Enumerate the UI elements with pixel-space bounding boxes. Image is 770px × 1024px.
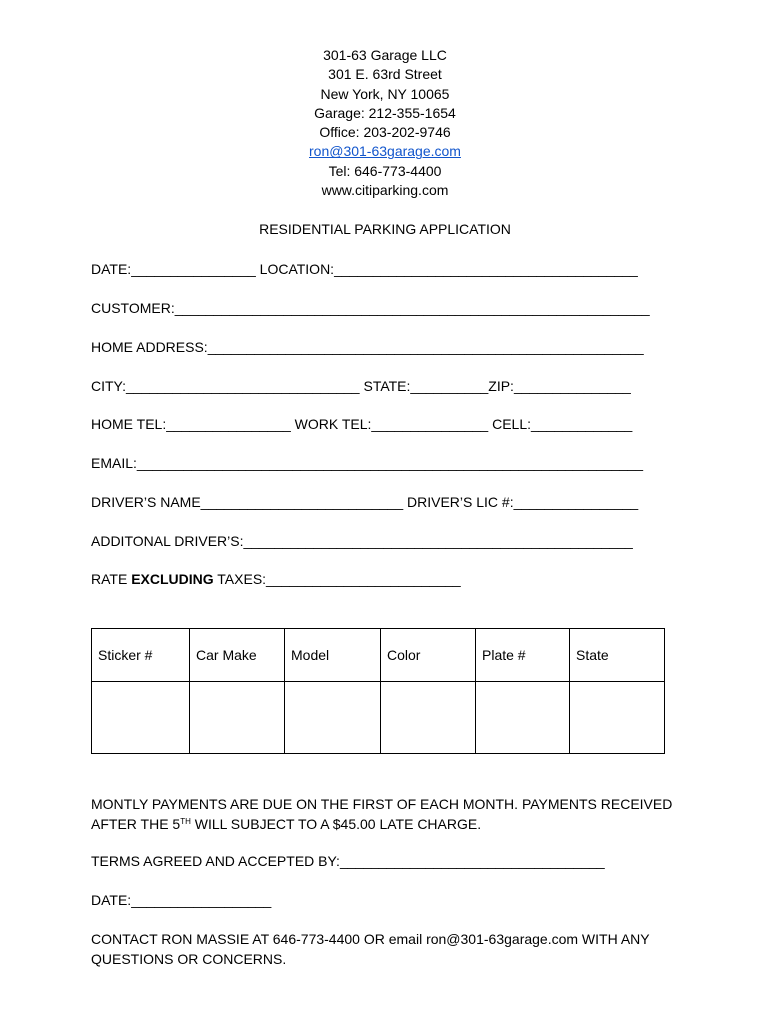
contact-line-1: CONTACT RON MASSIE AT 646-773-4400 OR email ron@301-63garage.com WITH ANY — [91, 931, 650, 947]
contact-notice — [91, 929, 691, 969]
contact-line-2: QUESTIONS OR CONCERNS. — [91, 951, 287, 967]
phone-fields[interactable]: HOME TEL:________________ WORK TEL:_______________ CELL:_____________ — [91, 416, 633, 432]
website: www.citiparking.com — [321, 182, 449, 199]
header-plate: Plate # — [476, 629, 570, 682]
header-car-make: Car Make — [190, 629, 285, 682]
home-address-field[interactable]: HOME ADDRESS:________________________________________________________ — [91, 339, 644, 355]
company-street: 301 E. 63rd Street — [328, 66, 442, 83]
table-row — [92, 682, 665, 754]
vehicle-table — [91, 628, 665, 754]
email-link[interactable]: ron@301-63garage.com — [309, 143, 461, 160]
company-header — [0, 46, 770, 200]
header-model: Model — [285, 629, 381, 682]
rate-field[interactable] — [91, 570, 461, 588]
header-color: Color — [381, 629, 476, 682]
cell-sticker[interactable] — [92, 682, 190, 754]
notice-line-1: MONTLY PAYMENTS ARE DUE ON THE FIRST OF EACH MONTH. PAYMENTS RECEIVED — [91, 796, 673, 812]
cell-model[interactable] — [285, 682, 381, 754]
header-state: State — [570, 629, 665, 682]
signature-date-field[interactable]: DATE:__________________ — [91, 892, 272, 908]
garage-phone: Garage: 212-355-1654 — [314, 104, 456, 121]
rate-label: RATE — [91, 571, 132, 587]
header-sticker: Sticker # — [92, 629, 190, 682]
cell-state[interactable] — [570, 682, 665, 754]
terms-signature-field[interactable]: TERMS AGREED AND ACCEPTED BY:__________________________________ — [91, 853, 605, 869]
cell-car-make[interactable] — [190, 682, 285, 754]
rate-taxes-blank: TAXES:_________________________ — [213, 571, 461, 587]
company-city: New York, NY 10065 — [320, 85, 450, 102]
rate-excluding-label: EXCLUDING — [131, 571, 214, 587]
company-name: 301-63 Garage LLC — [323, 47, 447, 63]
office-phone: Office: 203-202-9746 — [319, 124, 451, 141]
cell-plate[interactable] — [476, 682, 570, 754]
payment-notice — [91, 794, 691, 834]
driver-fields[interactable]: DRIVER’S NAME__________________________ DRIVER’S LIC #:________________ — [91, 494, 639, 510]
customer-field[interactable]: CUSTOMER:_____________________________________________________________ — [91, 300, 650, 316]
form-title: RESIDENTIAL PARKING APPLICATION — [259, 221, 511, 237]
cell-color[interactable] — [381, 682, 476, 754]
city-state-zip-field[interactable]: CITY:______________________________ STATE:__________ZIP:_______________ — [91, 378, 631, 394]
notice-line-2: AFTER THE 5TH WILL SUBJECT TO A $45.00 LATE CHARGE. — [91, 816, 482, 832]
email-field[interactable]: EMAIL:_________________________________________________________________ — [91, 455, 644, 471]
additional-drivers-field[interactable]: ADDITONAL DRIVER’S:__________________________________________________ — [91, 533, 633, 549]
tel-phone: Tel: 646-773-4400 — [328, 162, 442, 179]
date-location-field[interactable]: DATE:________________ LOCATION:_______________________________________ — [91, 261, 638, 277]
table-header-row — [92, 629, 665, 682]
